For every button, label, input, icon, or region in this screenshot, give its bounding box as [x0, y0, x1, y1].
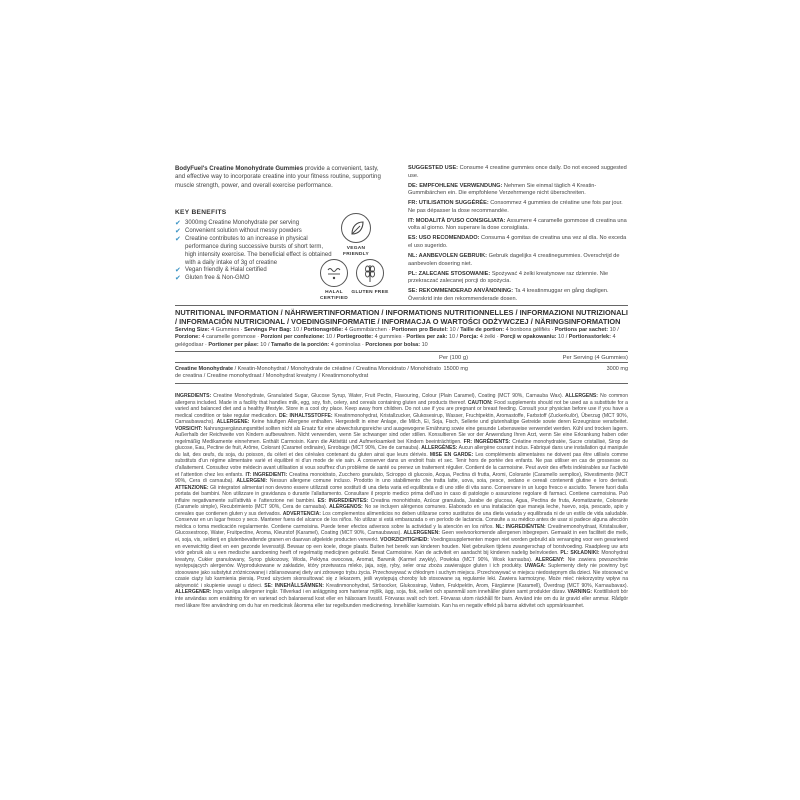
checkmark-icon: ✔ [175, 267, 181, 275]
ingredient-text: Inga vanliga allergener ingår. Tillverkad i en anläggning som hanterar mjölk, ägg, soja, fisk, selleri och spannmål som innehåller gluten samt produkter därav. [211, 589, 568, 596]
suggested-use-item: NL: AANBEVOLEN GEBRUIK: Gebruik dagelijks 4 creatinegummies. Overschrijd de aanbevolen dosering niet. [408, 252, 620, 267]
ingredient-heading: NL: INGREDIËNTEN: [495, 523, 546, 530]
ingredient-text: Aucun allergène courant inclus. Fabriqué dans une installation qui manipule du lait, des œufs, du soja, du poisson, du céleri et des céréales contenant du gluten ainsi que leurs dérivés. [175, 445, 628, 458]
ingredient-heading: VOORZICHTIGHEID: [380, 537, 429, 544]
key-benefit-item: ✔ 3000mg Creatine Monohydrate per serving [175, 220, 300, 227]
value-per-100g: 15000 mg [443, 366, 468, 373]
gluten-free-badge [356, 259, 384, 287]
brand-name: BodyFuel's Creatine Monohydrate Gummies [175, 165, 304, 172]
key-benefits-list [175, 220, 335, 283]
intro-text: provide a convenient, tasty, and effective way to incorporate creatine into your fitness routine, supporting muscle strength, power, and overall exercise performance. [175, 165, 381, 189]
ingredient-heading: SE: INNEHÅLLSÄMNEN: [264, 582, 324, 589]
ingredient-text: Kosttillskott bör inte användas som ersättning för en varierad och balanserad kost eller en hälsosam livsstil. Förvaras svalt och torrt. Förvaras utom räckhåll för barn. Använd inte om du är gravid eller ammar. Rådgör med läkare före användning om du har en medicinsk åkomma eller tar regelbunden medicinering. Innehåller karmoisin. Kan ha en negativ effekt på barns aktivitet och uppmärksamhet. [175, 589, 628, 609]
ingredient-heading: VARNING: [567, 589, 593, 596]
ingredient-text: Voedingssupplementen mogen niet worden gebruikt als vervanging voor een gevarieerd en evenwichtig dieet en een gezonde levensstijl. Bewaar op een koele, droge plaats. Buiten het bereik van kinderen houden. Niet gebruiken tijdens zwangerschap of borstvoeding. Raadpleeg uw arts vóór gebruik als u een medische aandoening heeft of regelmatig medicijnen gebruikt. Bevat Carmoisine. Kan de activiteit en aandacht bij kinderen nadelig beïnvloeden. [175, 537, 628, 557]
suggested-use-section [408, 165, 628, 306]
key-benefits-title: KEY BENEFITS [175, 209, 227, 216]
ingredient-heading: ES: INGREDIENTES: [317, 497, 369, 504]
ingredient-heading: MISE EN GARDE: [429, 451, 474, 458]
ingredient-text: Creatina monoidrato, Zucchero granulato, Sciroppo di glucosio, Acqua, Pectina di frutta, Aromi, Colorante (Caramello semplice), Rivestimento (MCT 90%, Cera di carnauba). [175, 471, 628, 485]
ingredient-heading: ALLERGENEN: [403, 530, 440, 537]
ingredient-text: Monohydrat kreatyny, Cukier granulowany, Syrop glukozowy, Woda, Pektyna owocowa, Aromat, Barwnik (Karmel zwykły), Powłoka (MCT 90%, Wosk karnauba). [175, 550, 628, 563]
checkmark-icon: ✔ [175, 220, 181, 227]
ingredient-heading: DE: INHALTSSTOFFE: [279, 412, 333, 419]
halal-icon [321, 260, 347, 286]
ingredient-text: Geen veelvoorkomende allergenen inbegrepen. Gemaakt in een faciliteit die melk, ei, soja, vis, selderij en glutenbevattende granen en daarvan afgeleide producten verwerkt. [175, 530, 628, 544]
ingredient-heading: ALLERGENE: [216, 419, 250, 426]
checkmark-icon: ✔ [175, 235, 181, 243]
leaf-icon [342, 214, 372, 244]
ingredient-text: Creatina monohidrato, Azúcar granulada, Jarabe de glucosa, Agua, Pectina de fruta, Aromatizante, Colorante (Caramelo simple), Recubrimiento (MCT 90%, Cera de carnauba). [175, 497, 628, 511]
suggested-use-item: FR: UTILISATION SUGGÉRÉE: Consommez 4 gummies de créatine une fois par jour. Ne pas dépasser la dose recommandée. [408, 200, 623, 214]
key-benefit-item: ✔ Vegan friendly & Halal certified [175, 267, 267, 275]
ingredient-text: Gli integratori alimentari non devono essere utilizzati come sostituti di una dieta varia ed equilibrata e di uno stile di vita sano. Conservare in un luogo fresco e asciutto. Tenere fuori dalla portata dei bambini. Non utilizzare in gravidanza o durante l'allattamento. Consultare il proprio medico prima dell'uso in caso di patologie o assunzione regolare di farmaci. Contiene carmoisina. Può influire negativamente sull'attività e l'attenzione nei bambini. [175, 484, 628, 504]
per-serving-header: Per Serving (4 Gummies) [562, 354, 628, 361]
ingredient-text: Los complementos alimenticios no deben utilizarse como sustitutos de una dieta variada y equilibrada ni de un estilo de vida saludable. Conservar en un lugar fresco y seco. Mantener fuera del alcance de los niños. No utilizar si está embarazada o en período de lactancia. Consulte a su médico antes de usar si padece alguna afección médica o toma medicación regularmente. Contiene carmoisina. Puede tener efectos adversos sobre la actividad y la atención en los niños. [175, 510, 628, 530]
ingredient-text: Food supplements should not be used as a substitute for a varied and balanced diet and a healthy lifestyle. Store in a cool dry place. Keep away from children. Do not use if you are pregnant or breast feeding. Consult your physician before use if you have a medical condition or take regular medication. [175, 399, 628, 419]
halal-badge [320, 259, 348, 287]
suggested-use-item: DE: EMPFOHLENE VERWENDUNG: Nehmen Sie einmal täglich 4 Kreatin-Gummibärchen ein. Die empfohlene Verzehrmenge nicht überschreiten. [408, 182, 597, 197]
ingredient-text: Créatine monohydratée, Sucre cristallisé, Sirop de glucose, Eau, Pectine de fruit, Arôme, Colorant (Caramel ordinaire), Enrobage (MCT 90%, Cire de carnauba). [175, 438, 628, 452]
ingredient-heading: INGREDIENTS: [175, 393, 212, 399]
ingredient-heading: ALLERGENS: [565, 393, 598, 399]
ingredient-text: Les compléments alimentaires ne doivent pas être utilisés comme substituts d'un régime alimentaire varié et équilibré ni d'un mode de vie sain. À conserver dans un endroit frais et sec. Tenir hors de portée des enfants. Ne pas utiliser en cas de grossesse ou d'allaitement. Consultez votre médecin avant utilisation si vous souffrez d'un problème de santé ou prenez un traitement régulier. Contient de la carmoisine. Peut avoir des effets indésirables sur l'activité et l'attention chez les enfants. [175, 451, 628, 478]
ingredient-heading: ADVERTENCIA: [282, 510, 321, 517]
per-100g-header: Per (100 g) [439, 354, 468, 361]
ingredient-text: Nahrungsergänzungsmittel sollten nicht als Ersatz für eine abwechslungsreiche und ausgewogene Ernährung sowie eine gesunde Lebensweise verwendet werden. Kühl und trocken lagern. Außerhalb der Reichweite von Kindern aufbewahren. Nicht verwenden, wenn Sie schwanger sind oder stillen. Konsultieren Sie vor der Anwendung Ihren Arzt, wenn Sie eine Erkrankung haben oder regelmäßig Medikamente einnehmen. Enthält Carmoisin. Kann die Aktivität und Aufmerksamkeit bei Kindern beeinträchtigen. [175, 425, 628, 445]
suggested-use-item: IT: MODALITÀ D'USO CONSIGLIATA: Assumere 4 caramelle gommose di creatina una volta al giorno. Non superare la dose consigliata. [408, 217, 627, 232]
ingredient-text: No common allergens included. Made in a facility that handles milk, egg, soy, fish, celery, and cereals containing gluten and products thereof. [175, 393, 628, 406]
key-benefit-item: ✔ Convenient solution without messy powders [175, 227, 302, 235]
checkmark-icon: ✔ [175, 275, 181, 283]
ingredient-text: Keine häufigen Allergene enthalten. Hergestellt in einer Anlage, die Milch, Ei, Soja, Fisch, Sellerie und glutenhaltige Getreide sowie deren Erzeugnisse verarbeitet. [249, 419, 628, 426]
ingredient-heading: FR: INGRÉDIENTS: [463, 438, 511, 445]
suggested-use-item: ES: USO RECOMENDADO: Consuma 4 gomitas de creatina una vez al día. No exceda el uso sugerido. [408, 235, 627, 250]
ingredient-heading: ALLERGENER: [175, 589, 212, 596]
ingredient-heading: VORSICHT: [175, 425, 203, 432]
suggested-use-item: SUGGESTED USE: Consume 4 creatine gummies once daily. Do not exceed suggested use. [408, 165, 627, 179]
ingredient-text: No se incluyen alérgenos comunes. Elaborado en una instalación que maneja leche, huevo, soja, pescado, apio y cereales que contienen gluten y sus derivados. [175, 504, 628, 517]
ingredient-heading: UWAGA: [524, 563, 546, 570]
nutrition-header-row [175, 351, 628, 362]
ingredient-text: Creatine Monohydrate, Granulated Sugar, Glucose Syrup, Water, Fruit Pectin, Flavouring, Colour (Plain Caramel), Coating (MCT 90%, Carnauba Wax). [211, 393, 566, 399]
ingredient-heading: ALLERGENI: [236, 478, 268, 485]
ingredients-section [175, 393, 628, 678]
serving-info: Serving Size: 4 Gummies · Servings Per Bag: 10 / Portionsgröße: 4 Gummibärchen · Portionen pro Beutel: 10 / Taille de portion: 4 bonbons gélifiés · Portions par sachet: 10 / Porzione: 4 caramelle gommose · Porzioni per confezione: 10 / Portiegrootte: 4 gummies · Porties per zak: 10 / Porcja: 4 żelki · Porcji w opakowaniu: 10 / Portionsstorlek: 4 gelégodisar · Portioner per påse: 10 / Tamaño de la porción: 4 gominolas · Porciones por bolsa: 10 [175, 327, 619, 348]
vegan-badge [341, 213, 371, 243]
checkmark-icon: ✔ [175, 227, 181, 235]
ingredient-text: Kreatinmonohydrat, Strösocker, Glukossirap, Vatten, Fruktpektin, Arom, Färgämne (Karamell), Överdrag (MCT 90%, Karnaubavax). [323, 582, 628, 589]
ingredient-heading: ALLERGÈNES: [421, 445, 458, 452]
ingredient-heading: PL: SKŁADNIKI: [560, 550, 600, 557]
ingredient-text: Kreatinmonohydrat, Kristallzucker, Glukosesirup, Wasser, Fruchtpektin, Aromastoffe, Farbstoff (Zuckerkulör), Überzug (MCT 90%, Carnaubawachs). [175, 412, 628, 426]
nutrition-row-creatine [175, 362, 628, 384]
ingredient-text: Creatinemonohydraat, Kristalsuiker, Glucosestroop, Water, Fruitpectine, Aroma, Kleurstof (Karamel), Coating (MCT 90%, Carnaubawas). [175, 523, 628, 537]
nutrient-name: Creatine Monohydrate / Kreatin-Monohydrat / Monohydrate de créatine / Creatina Monoidrato / Monohidrato de creatina / Creatine monohydraat / Monohydrat kreatyny / Kreatinmonohydrat [175, 366, 441, 380]
value-per-serving: 3000 mg [606, 366, 628, 373]
product-intro [175, 165, 390, 190]
halal-badge-label: HALAL CERTIFIED [319, 290, 349, 301]
ingredient-heading: CAUTION: [467, 399, 493, 406]
nutrition-title: NUTRITIONAL INFORMATION / NÄHRWERTINFORMATION / INFORMATIONS NUTRITIONNELLES / INFORMAZIONI NUTRIZIONALI / INFORMACIÓN NUTRICIONAL / VOEDINGSINFORMATIE / INFORMACJA O WARTOŚCI ODŻYWCZEJ / NÄRINGSINFORMATION [175, 305, 628, 326]
ingredient-heading: ALERGENY: [535, 556, 565, 563]
ingredient-heading: ALÉRGENOS: [329, 504, 363, 511]
vegan-badge-label: VEGAN FRIENDLY [343, 246, 369, 257]
key-benefit-item: ✔ Creatine contributes to an increase in physical performance during successive bursts of short term, high intensity exercise. The beneficial effect is obtained with a daily intake of 3g of creatine [175, 235, 332, 266]
key-benefit-item: ✔ Gluten free & Non-GMO [175, 275, 250, 283]
ingredient-heading: IT: INGREDIENTI: [245, 471, 288, 478]
ingredient-text: Nie zawiera powszechnie występujących alergenów. Wyprodukowane w zakładzie, który przetwarza mleko, jaja, soję, ryby, seler oraz zboża zawierające gluten i ich produkty. [175, 556, 628, 570]
ingredient-text: Suplementy diety nie powinny być stosowane jako substytut zróżnicowanej i zbilansowanej diety ani zdrowego trybu życia. Przechowywać w chłodnym i suchym miejscu. Przechowywać w miejscu niedostępnym dla dzieci. Nie stosować w czasie ciąży lub karmienia piersią. Przed użyciem skonsultować się z lekarzem, jeśli występują choroby lub stosowane są regularnie leki. Zawiera karmoizynę. Może mieć niekorzystny wpływ na aktywność i skupienie uwagi u dzieci. [175, 563, 628, 589]
ingredient-heading: ATTENZIONE: [175, 484, 209, 491]
ingredient-text: Nessun allergene comune incluso. Prodotto in uno stabilimento che tratta latte, uova, soia, pesce, sedano e cereali contenenti glutine e loro derivati. [267, 478, 628, 485]
suggested-use-item: PL: ZALECANE STOSOWANIE: Spożywać 4 żelki kreatynowe raz dziennie. Nie przekraczać zalecanej porcji do spożycia. [408, 270, 609, 285]
wheat-icon [357, 260, 383, 286]
gluten-free-badge-label: GLUTEN FREE [351, 290, 389, 295]
nutrition-section [175, 305, 628, 384]
suggested-use-item: SE: REKOMMENDERAD ANVÄNDNING: Ta 4 kreatinmuggar en gång dagligen. Överskrid inte den rekommenderade dosen. [408, 288, 609, 302]
